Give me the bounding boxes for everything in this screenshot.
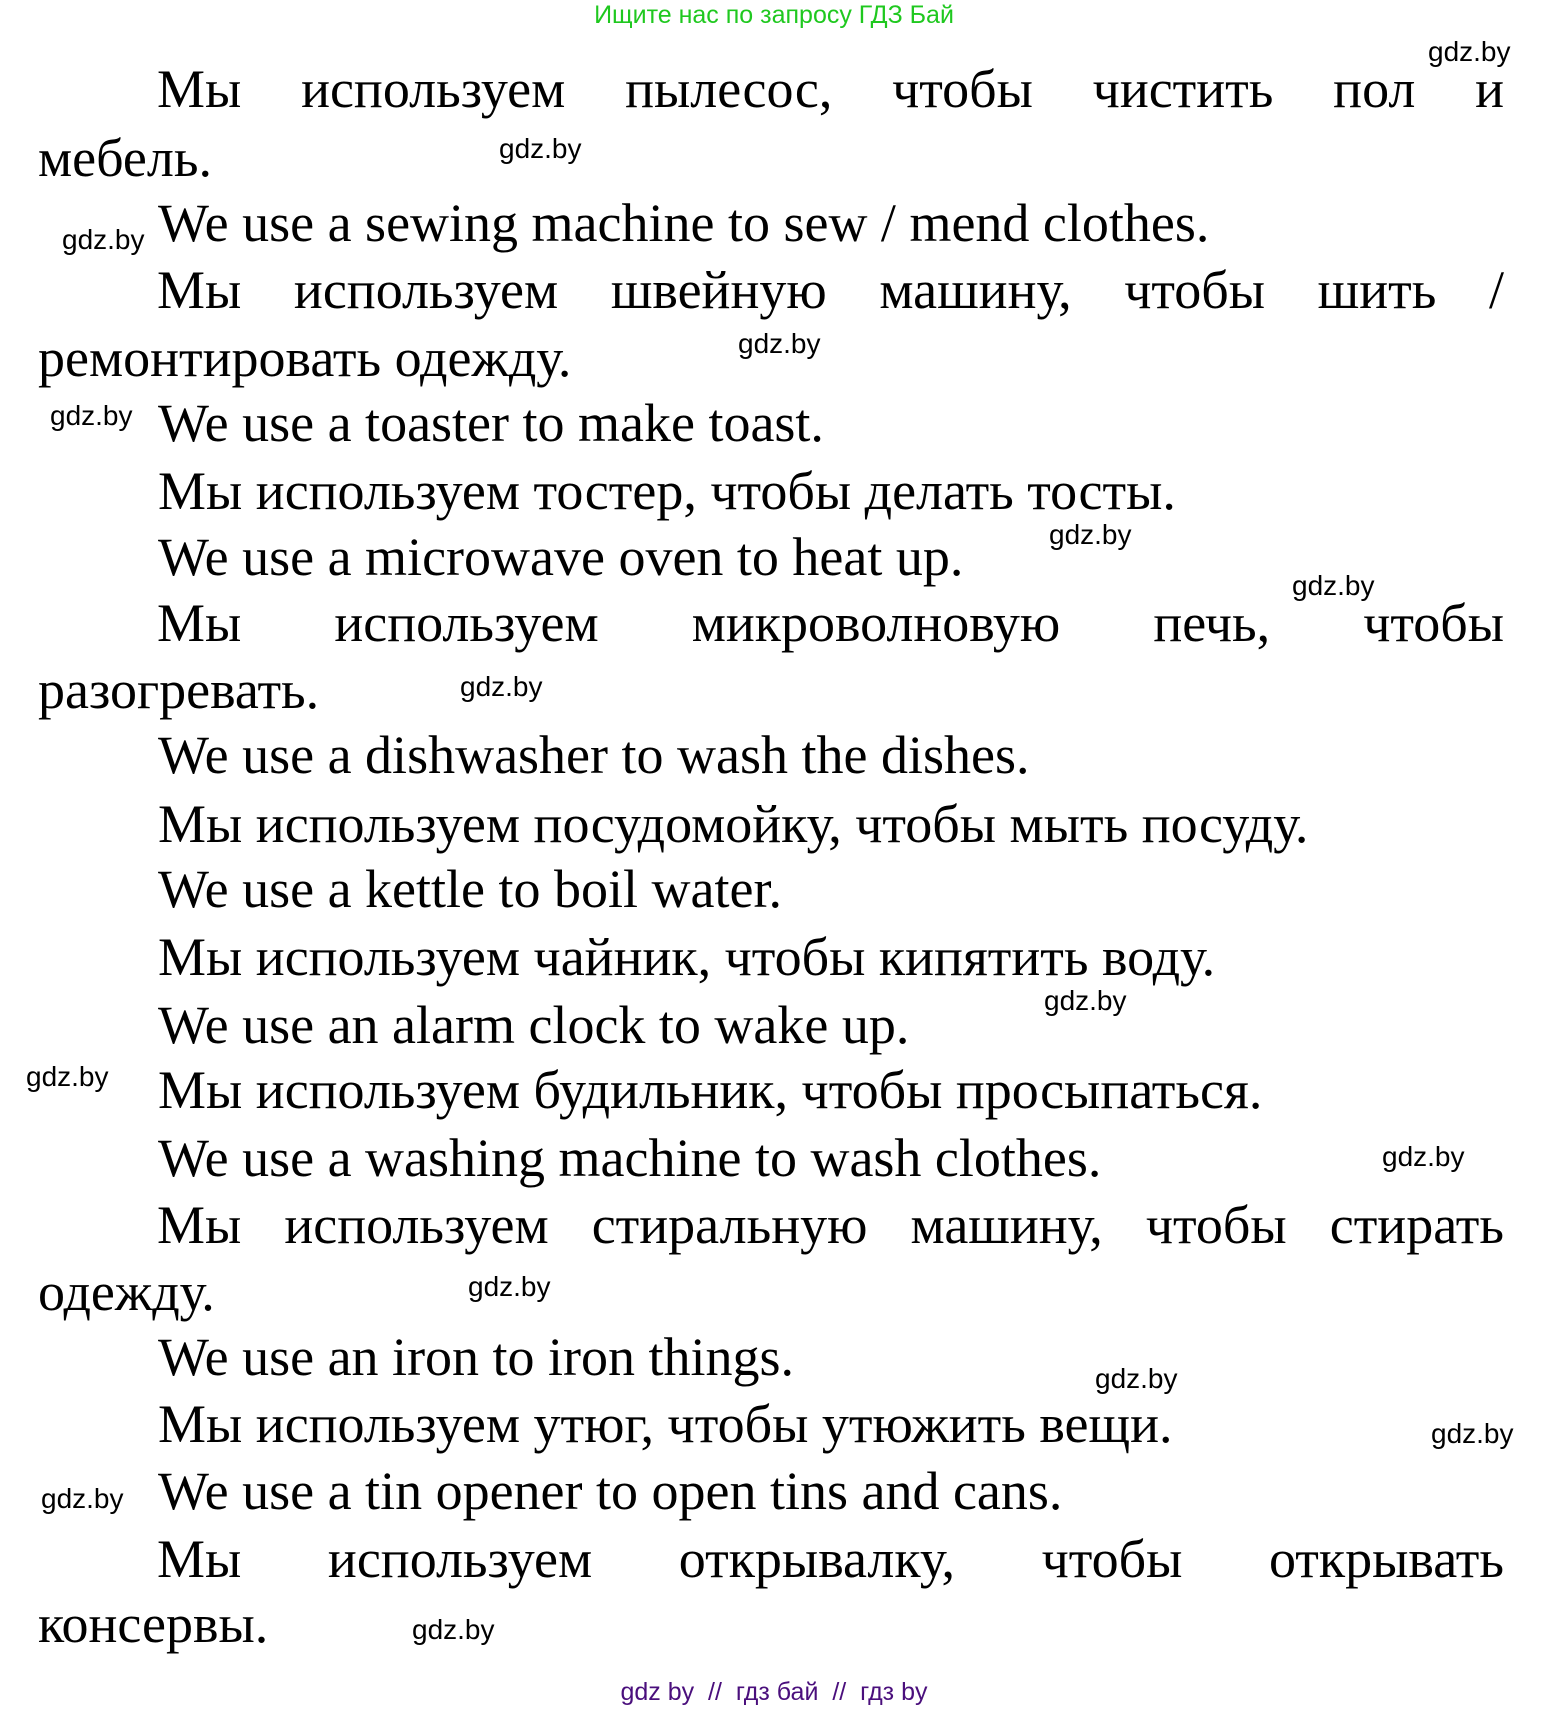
text-line: We use a kettle to boil water. (158, 859, 782, 919)
watermark: gdz.by (1292, 570, 1375, 601)
text-line: We use a microwave oven to heat up. (158, 527, 964, 587)
text-line: We use a tin opener to open tins and cans. (158, 1461, 1063, 1521)
text-line: Мы используем будильник, чтобы просыпаться. (158, 1060, 1263, 1120)
watermark: gdz.by (62, 224, 145, 255)
watermark: gdz.by (1431, 1418, 1514, 1449)
watermark: gdz.by (468, 1271, 551, 1302)
text-line: Мы используем посудомойку, чтобы мыть посуду. (158, 794, 1309, 854)
watermark: gdz.by (41, 1483, 124, 1514)
text-line: We use a washing machine to wash clothes. (158, 1128, 1102, 1188)
watermark: gdz.by (460, 671, 543, 702)
watermark: gdz.by (1044, 985, 1127, 1016)
text-line: Мы используем открывалку, чтобы открывать (157, 1529, 1504, 1589)
search-hint-header: Ищите нас по запросу ГДЗ Бай (594, 1, 954, 29)
text-line: Мы используем микроволновую печь, чтобы (157, 593, 1504, 653)
text-line: Мы используем тостер, чтобы делать тосты. (158, 461, 1176, 521)
text-line: Мы используем стиральную машину, чтобы стирать (157, 1195, 1504, 1255)
watermark: gdz.by (499, 133, 582, 164)
text-line: консервы. (38, 1594, 269, 1654)
watermark: gdz.by (26, 1061, 109, 1092)
watermark: gdz.by (1049, 519, 1132, 550)
text-line: We use a sewing machine to sew / mend clothes. (158, 193, 1210, 253)
text-line: ремонтировать одежду. (38, 328, 572, 388)
watermark: gdz.by (738, 328, 821, 359)
watermark: gdz.by (1428, 36, 1511, 67)
site-footer: gdz by // гдз бай // гдз by (620, 1678, 928, 1706)
text-line: одежду. (38, 1262, 215, 1322)
text-line: разогревать. (38, 660, 320, 720)
text-line: We use a dishwasher to wash the dishes. (158, 725, 1030, 785)
text-line: Мы используем пылесос, чтобы чистить пол и (157, 59, 1504, 119)
text-line: Мы используем швейную машину, чтобы шить / (157, 260, 1504, 320)
watermark: gdz.by (1382, 1141, 1465, 1172)
text-line: Мы используем чайник, чтобы кипятить воду. (158, 927, 1216, 987)
watermark: gdz.by (50, 400, 133, 431)
text-line: Мы используем утюг, чтобы утюжить вещи. (158, 1394, 1173, 1454)
watermark: gdz.by (1095, 1363, 1178, 1394)
text-line: мебель. (38, 128, 212, 188)
text-line: We use a toaster to make toast. (158, 393, 824, 453)
text-line: We use an alarm clock to wake up. (158, 995, 910, 1055)
text-line: We use an iron to iron things. (158, 1327, 795, 1387)
watermark: gdz.by (412, 1614, 495, 1645)
